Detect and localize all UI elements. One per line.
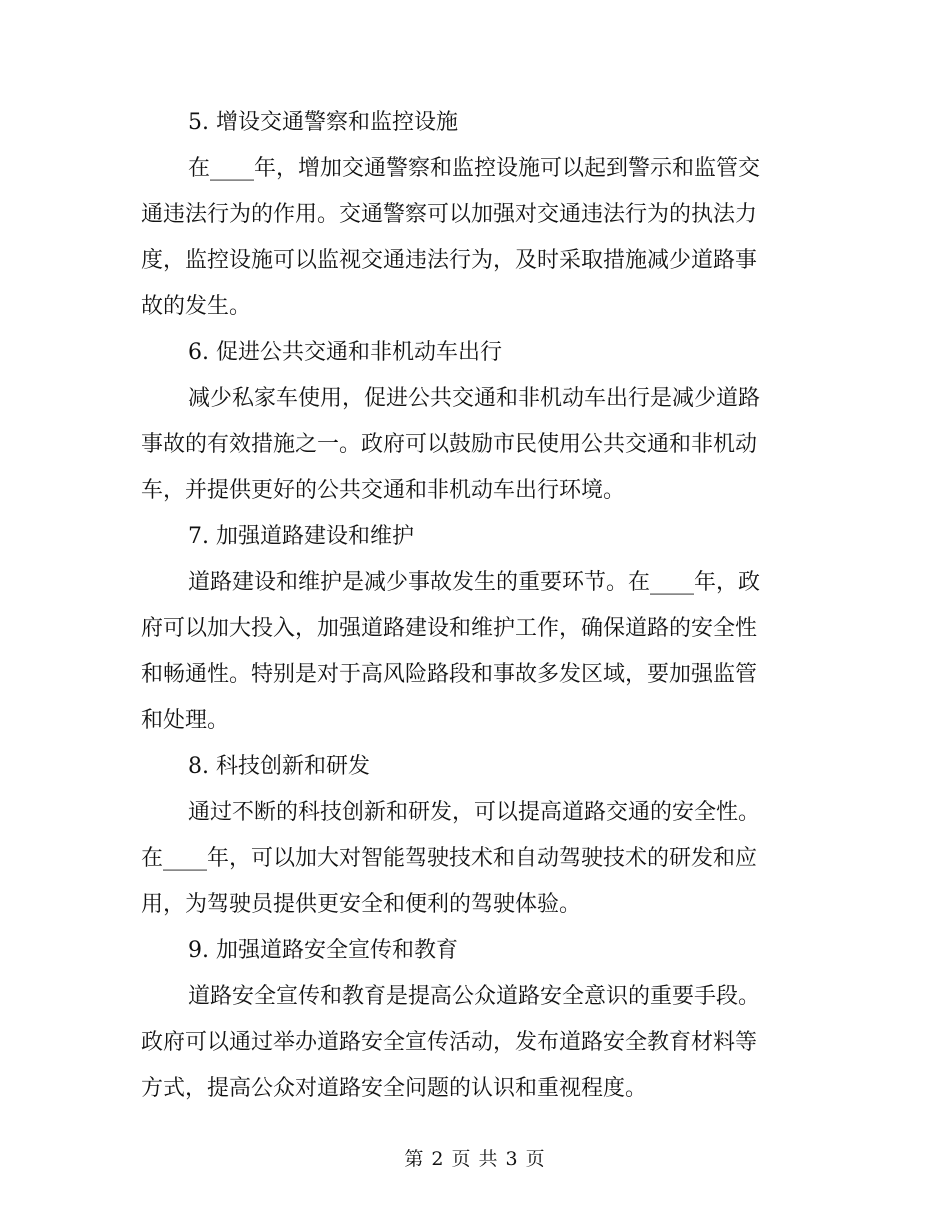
paragraph-line: 府可以加大投入，加强道路建设和维护工作，确保道路的安全性 xyxy=(141,616,758,641)
section-6 xyxy=(141,330,801,514)
document-body xyxy=(141,100,801,1112)
paragraph-line: 通过不断的科技创新和研发，可以提高道路交通的安全性。 xyxy=(188,800,761,825)
paragraph-line: 车，并提供更好的公共交通和非机动车出行环境。 xyxy=(141,478,626,503)
section-5 xyxy=(141,100,801,330)
paragraph-line: 在____年，可以加大对智能驾驶技术和自动驾驶技术的研发和应 xyxy=(141,846,758,871)
section-paragraph xyxy=(141,790,801,928)
page-number-footer: 第 2 页 共 3 页 xyxy=(404,1148,546,1170)
paragraph-line: 用，为驾驶员提供更安全和便利的驾驶体验。 xyxy=(141,892,582,917)
paragraph-line: 和畅通性。特别是对于高风险路段和事故多发区域，要加强监管 xyxy=(141,662,758,687)
section-paragraph xyxy=(141,376,801,514)
paragraph-line: 通违法行为的作用。交通警察可以加强对交通违法行为的执法力 xyxy=(141,202,758,227)
paragraph-line: 道路安全宣传和教育是提高公众道路安全意识的重要手段。 xyxy=(188,984,761,1009)
paragraph-line: 故的发生。 xyxy=(141,294,252,319)
section-7 xyxy=(141,514,801,744)
section-heading: 7. 加强道路建设和维护 xyxy=(188,524,414,549)
section-heading: 5. 增设交通警察和监控设施 xyxy=(188,110,458,135)
section-heading: 6. 促进公共交通和非机动车出行 xyxy=(188,340,502,365)
section-9 xyxy=(141,928,801,1112)
section-paragraph xyxy=(141,146,801,330)
paragraph-line: 减少私家车使用，促进公共交通和非机动车出行是减少道路 xyxy=(188,386,761,411)
paragraph-line: 在____年，增加交通警察和监控设施可以起到警示和监管交 xyxy=(188,156,761,181)
paragraph-line: 和处理。 xyxy=(141,708,230,733)
paragraph-line: 方式，提高公众对道路安全问题的认识和重视程度。 xyxy=(141,1076,648,1101)
paragraph-line: 度，监控设施可以监视交通违法行为，及时采取措施减少道路事 xyxy=(141,248,758,273)
paragraph-line: 事故的有效措施之一。政府可以鼓励市民使用公共交通和非机动 xyxy=(141,432,758,457)
section-8 xyxy=(141,744,801,928)
section-paragraph xyxy=(141,974,801,1112)
section-heading: 8. 科技创新和研发 xyxy=(188,754,370,779)
section-paragraph xyxy=(141,560,801,744)
paragraph-line: 道路建设和维护是减少事故发生的重要环节。在____年，政 xyxy=(188,570,761,595)
section-heading: 9. 加强道路安全宣传和教育 xyxy=(188,938,458,963)
paragraph-line: 政府可以通过举办道路安全宣传活动，发布道路安全教育材料等 xyxy=(141,1030,758,1055)
